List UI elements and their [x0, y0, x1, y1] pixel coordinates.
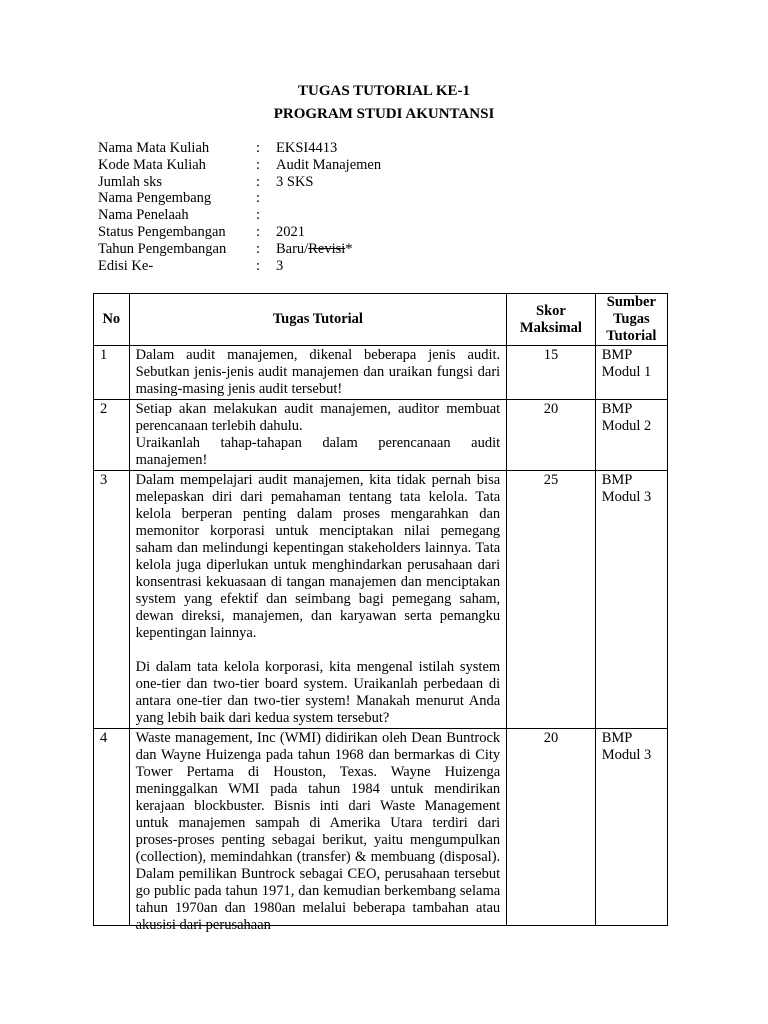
table-row: [94, 471, 668, 729]
table-row: [94, 729, 668, 926]
meta-label: Edisi Ke-: [98, 257, 154, 274]
meta-value-prefix: Baru/: [276, 240, 309, 257]
meta-label: Tahun Pengembangan: [98, 240, 227, 257]
meta-value: Audit Manajemen: [276, 156, 382, 173]
source-line: BMP: [601, 730, 633, 746]
task-paragraph: Setiap akan melakukan audit manajemen, auditor membuat perencanaan terlebih dahulu.: [135, 401, 501, 434]
source: [595, 346, 667, 400]
meta-row-reviewer: [98, 207, 381, 224]
table-row: [94, 400, 668, 471]
task-text: [129, 346, 507, 400]
meta-value: 3 SKS: [276, 173, 314, 190]
row-number: 2: [94, 400, 130, 471]
max-score: 15: [507, 346, 596, 400]
source-line: BMP: [601, 347, 633, 363]
source-line: Modul 3: [601, 489, 652, 505]
meta-colon: :: [256, 190, 261, 207]
source-line: Modul 2: [601, 418, 652, 434]
meta-value: [276, 241, 353, 258]
meta-label: Status Pengembangan: [98, 223, 226, 240]
meta-label: Nama Mata Kuliah: [98, 140, 210, 156]
meta-colon: :: [256, 207, 261, 224]
course-info: [98, 140, 381, 274]
document-subtitle: PROGRAM STUDI AKUNTANSI: [273, 106, 495, 122]
source-line: BMP: [601, 401, 633, 417]
meta-row-dev-year: [98, 241, 381, 258]
meta-colon: :: [256, 257, 261, 274]
task-paragraph: Uraikanlah tahap-tahapan dalam perencanaan audit manajemen!: [135, 435, 501, 468]
task-text-clipped: [135, 730, 501, 933]
source-line: BMP: [601, 472, 633, 488]
task-text: [129, 729, 507, 933]
max-score: 20: [507, 400, 596, 471]
max-score: 20: [507, 729, 596, 926]
meta-colon: :: [256, 173, 261, 190]
row-number: 4: [94, 729, 130, 926]
task-text: [129, 471, 507, 729]
meta-colon: :: [256, 223, 261, 240]
paragraph-gap: [136, 642, 501, 659]
document-title: TUGAS TUTORIAL KE-1: [298, 83, 470, 99]
meta-row-course-code: [98, 157, 381, 174]
source-line: Modul 3: [601, 747, 652, 763]
header-skor: Skor Maksimal: [507, 294, 596, 346]
meta-value-struck: Revisi: [308, 240, 346, 257]
meta-colon: :: [256, 156, 261, 173]
header-task: Tugas Tutorial: [129, 294, 507, 346]
meta-value-suffix: *: [345, 240, 353, 257]
task-paragraph: Waste management, Inc (WMI) didirikan oleh Dean Buntrock dan Wayne Huizenga pada tahun 1968 dan bermarkas di City Tower Pertama di Houston, Texas. Wayne Huizenga meninggalkan WMI pada tahun 1984 untuk mendirikan kerajaan blockbuster. Bisnis inti dari Waste Management untuk manajemen sampah di Amerika Utara terdiri dari proses-proses penting sebagai berikut, yaitu mengumpulkan (collection), memindahkan (transfer) & membuang (disposal). Dalam pemilikan Buntrock sebagai CEO, perusahaan tersebut go public pada tahun 1971, dan kemudian berkembang selama tahun 1970an dan 1980an melalui beberapa tambahan atau akusisi dari perusahaan: [135, 730, 501, 933]
meta-row-sks: [98, 174, 381, 191]
meta-row-dev-status: [98, 224, 381, 241]
meta-value: EKSI4413: [276, 140, 338, 156]
header-no: No: [94, 294, 130, 346]
meta-value: 3: [276, 257, 284, 274]
meta-value: 2021: [276, 223, 305, 240]
table-row: [94, 346, 668, 400]
task-text: [129, 400, 507, 471]
task-paragraph: Di dalam tata kelola korporasi, kita mengenal istilah system one-tier dan two-tier board system. Uraikanlah perbedaan di antara one-tier dan two-tier system! Manakah menurut Anda yang lebih baik dari kedua system tersebut?: [135, 659, 501, 726]
meta-label: Kode Mata Kuliah: [98, 156, 206, 173]
task-paragraph: Dalam audit manajemen, dikenal beberapa jenis audit. Sebutkan jenis-jenis audit manajemen dan uraikan fungsi dari masing-masing jenis audit tersebut!: [135, 347, 501, 397]
meta-colon: :: [256, 240, 261, 257]
task-paragraph: Dalam mempelajari audit manajemen, kita tidak pernah bisa melepaskan diri dari pemahaman tentang tata kelola. Tata kelola berperan penting dalam proses mengarahkan dan memonitor korporasi untuk menciptakan nilai pemegang saham dan melindungi kepentingan stakeholders lainnya. Tata kelola juga diperlukan untuk menghindarkan perusahaan dari konsentrasi kekuasaan di tangan manajemen dan menciptakan system yang efektif dan seimbang bagi pemegang saham, dewan direksi, manajemen, dan karyawan serta pemangku kepentingan lainnya.: [135, 472, 501, 641]
max-score: 25: [507, 471, 596, 729]
row-number: 3: [94, 471, 130, 729]
tasks-table: [93, 293, 668, 933]
meta-row-course-name: [98, 140, 381, 157]
source-line: Modul 1: [601, 364, 652, 380]
meta-label: Nama Penelaah: [98, 207, 189, 224]
meta-label: Nama Pengembang: [98, 190, 212, 207]
meta-colon: :: [256, 140, 261, 156]
source: [595, 729, 667, 926]
table-header-row: [94, 294, 668, 346]
row-number: 1: [94, 346, 130, 400]
source: [595, 471, 667, 729]
source: [595, 400, 667, 471]
meta-row-edition: [98, 258, 381, 275]
meta-row-developer: [98, 190, 381, 207]
header-source: Sumber Tugas Tutorial: [595, 294, 667, 346]
meta-label: Jumlah sks: [98, 173, 163, 190]
